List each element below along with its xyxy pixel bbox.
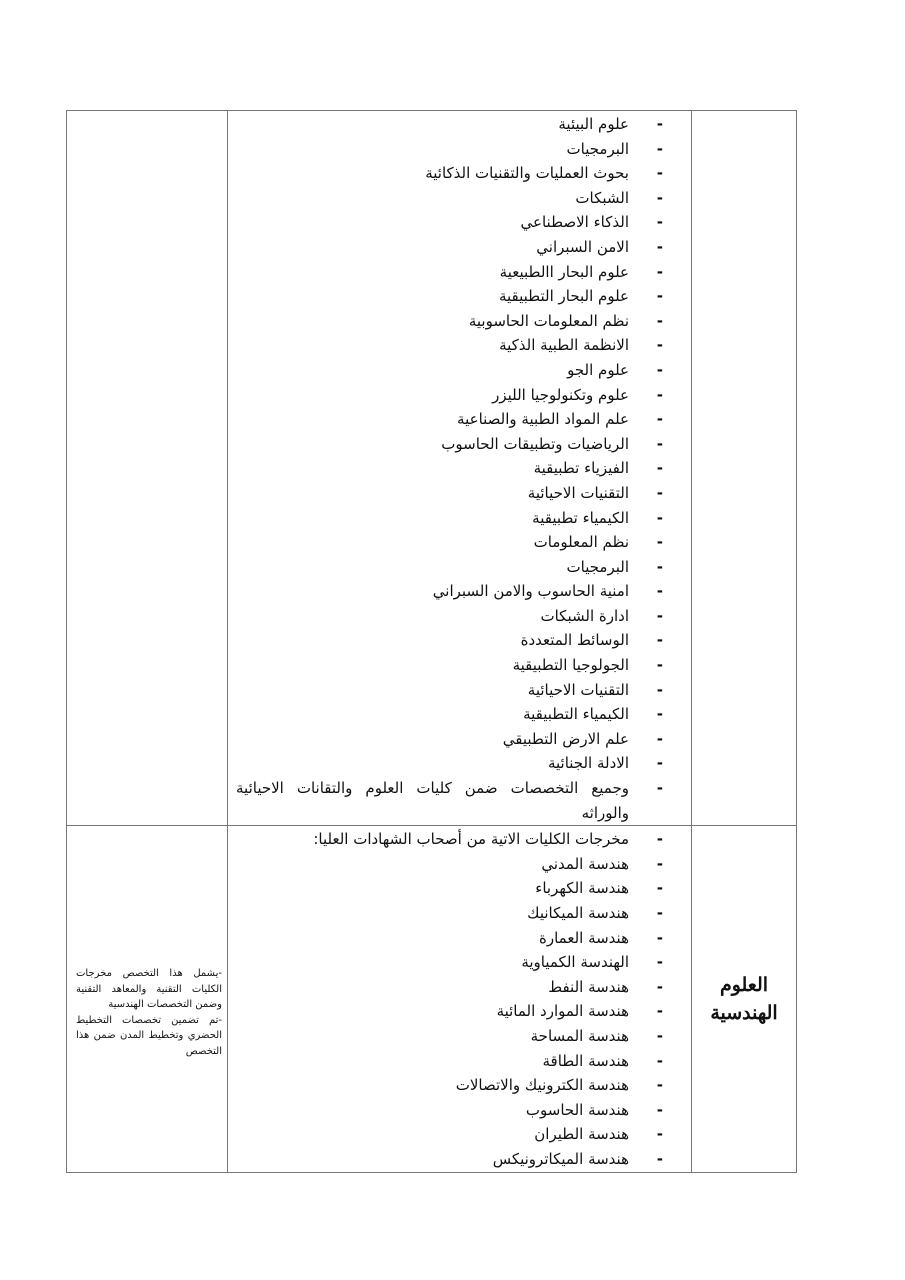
item-text: الفيزياء تطبيقية [533,459,629,478]
notes-cell [67,826,228,1172]
dash-bullet: - [656,287,663,306]
dash-bullet: - [656,1125,663,1144]
item-text: امنية الحاسوب والامن السبراني [432,582,629,601]
list-item [236,333,663,358]
list-item [236,210,663,235]
list-item [236,235,663,260]
note-line: -يشمل هذا التخصص مخرجات الكليات التقنية والمعاهد التقنية وضمن التخصصات الهندسية [76,968,222,1011]
item-text: ادارة الشبكات [540,606,629,625]
item-text: الجولوجيا التطبيقية [512,656,629,675]
item-text: بحوث العمليات والتقنيات الذكائية [425,164,629,183]
item-text: الانظمة الطبية الذكية [499,336,629,355]
dash-bullet: - [656,1002,663,1021]
list-item [236,827,663,852]
dash-bullet: - [656,164,663,183]
item-text: هندسة الميكانيك [527,904,629,922]
dash-bullet: - [656,434,663,453]
dash-bullet: - [656,557,663,576]
item-text: الامن السبراني [536,237,629,256]
field-label: العلوم الهندسية [710,973,778,1024]
list-item [236,926,663,951]
item-text: علوم البحار االطبيعية [499,262,629,281]
item-text: الكيمياء تطبيقية [532,508,629,527]
field-cell [692,826,797,1172]
list-item [236,555,663,580]
dash-bullet: - [656,483,663,502]
list-item [236,112,663,137]
list-item [236,383,663,408]
list-item [236,678,663,703]
dash-bullet: - [656,582,663,601]
dash-bullet: - [656,1026,663,1045]
list-item [236,137,663,162]
dash-bullet: - [656,360,663,379]
item-text: الكيمياء التطبيقية [523,705,629,724]
list-item [236,260,663,285]
item-text: علوم الجو [567,360,629,379]
item-text: هندسة النفط [548,977,629,996]
list-item [236,702,663,727]
item-text: هندسة الطيران [534,1125,629,1144]
item-text: علوم وتكنولوجيا الليزر [492,385,629,404]
item-text: الهندسة الكمياوية [521,953,629,972]
dash-bullet: - [656,754,663,773]
dash-bullet: - [656,1149,663,1168]
item-text: نظم المعلومات [533,533,629,552]
list-item [236,852,663,877]
list-item [236,284,663,309]
dash-bullet: - [656,459,663,478]
list-item [236,975,663,1000]
specializations-cell [228,826,692,1172]
dash-bullet: - [656,729,663,748]
dash-bullet: - [656,336,663,355]
note-line: -تم تضمين تخصصات التخطيط الحضري وتخطيط المدن ضمن هذا التخصص [76,1014,222,1058]
dash-bullet: - [656,656,663,675]
dash-bullet: - [656,904,663,922]
dash-bullet: - [656,680,663,699]
dash-bullet: - [656,237,663,256]
list-item [236,309,663,334]
item-text: هندسة المدني [541,854,629,873]
dash-bullet: - [656,262,663,281]
list-item [236,901,663,926]
list-item [236,456,663,481]
item-text: نظم المعلومات الحاسوبية [468,311,629,330]
dash-bullet: - [656,188,663,207]
item-text: علم المواد الطبية والصناعية [457,410,629,429]
list-item [236,1024,663,1049]
dash-bullet: - [656,879,663,898]
list-item [236,530,663,555]
dash-bullet: - [656,1100,663,1119]
list-item [236,161,663,186]
dash-bullet: - [656,854,663,873]
item-text: الرياضيات وتطبيقات الحاسوب [441,434,629,453]
dash-bullet: - [656,139,663,158]
item-text: هندسة الموارد المائية [496,1002,629,1021]
item-text: علوم البحار التطبيقية [498,287,629,306]
specializations-list [228,826,691,1171]
dash-bullet: - [656,1076,663,1095]
dash-bullet: - [656,606,663,625]
item-text: وجميع التخصصات ضمن كليات العلوم والتقانات الاحيائية والوراثه [236,779,629,822]
item-text: مخرجات الكليات الاتية من أصحاب الشهادات العليا: [313,830,629,849]
list-item [236,1147,663,1172]
list-item [236,432,663,457]
dash-bullet: - [656,311,663,330]
dash-bullet: - [656,533,663,552]
list-item [236,506,663,531]
item-text: هندسة الطاقة [542,1051,629,1070]
dash-bullet: - [656,953,663,972]
list-item [236,1073,663,1098]
item-text: هندسة الكترونيك والاتصالات [455,1076,629,1095]
item-text: الادلة الجنائية [547,754,629,773]
list-item [236,876,663,901]
list-item [236,1098,663,1123]
list-item [236,751,663,776]
list-item [236,1122,663,1147]
item-text: التقنيات الاحيائية [527,483,629,502]
dash-bullet: - [656,115,663,133]
list-item [236,653,663,678]
list-item [236,1049,663,1074]
specializations-cell [228,111,692,826]
list-item [236,999,663,1024]
specializations-table [66,110,797,1173]
dash-bullet: - [656,631,663,650]
dash-bullet: - [656,779,663,798]
list-item [236,776,663,825]
dash-bullet: - [656,928,663,947]
list-item [236,407,663,432]
specializations-list [228,111,691,825]
list-item [236,579,663,604]
item-text: التقنيات الاحيائية [527,680,629,699]
list-item [236,604,663,629]
item-text: البرمجيات [566,139,629,158]
item-text: هندسة الحاسوب [525,1100,629,1119]
dash-bullet: - [656,213,663,232]
notes-cell [67,111,228,826]
item-text: هندسة الكهرباء [535,879,629,898]
dash-bullet: - [656,508,663,527]
item-text: علم الارض التطبيقي [502,729,629,748]
dash-bullet: - [656,705,663,724]
list-item [236,950,663,975]
dash-bullet: - [656,410,663,429]
dash-bullet: - [656,385,663,404]
item-text: هندسة الميكاترونيكس [492,1149,629,1168]
item-text: علوم البيئية [558,115,629,133]
item-text: هندسة العمارة [538,928,629,947]
list-item [236,186,663,211]
item-text: البرمجيات [566,557,629,576]
list-item [236,628,663,653]
table-row [67,111,797,826]
list-item [236,358,663,383]
item-text: الذكاء الاصطناعي [520,213,629,232]
field-cell [692,111,797,826]
dash-bullet: - [656,977,663,996]
notes-text [67,966,227,1060]
list-item [236,727,663,752]
item-text: هندسة المساحة [530,1026,629,1045]
list-item [236,481,663,506]
item-text: الشبكات [575,188,629,207]
dash-bullet: - [656,1051,663,1070]
item-text: الوسائط المتعددة [520,631,629,650]
table-row [67,826,797,1172]
dash-bullet: - [656,830,663,849]
